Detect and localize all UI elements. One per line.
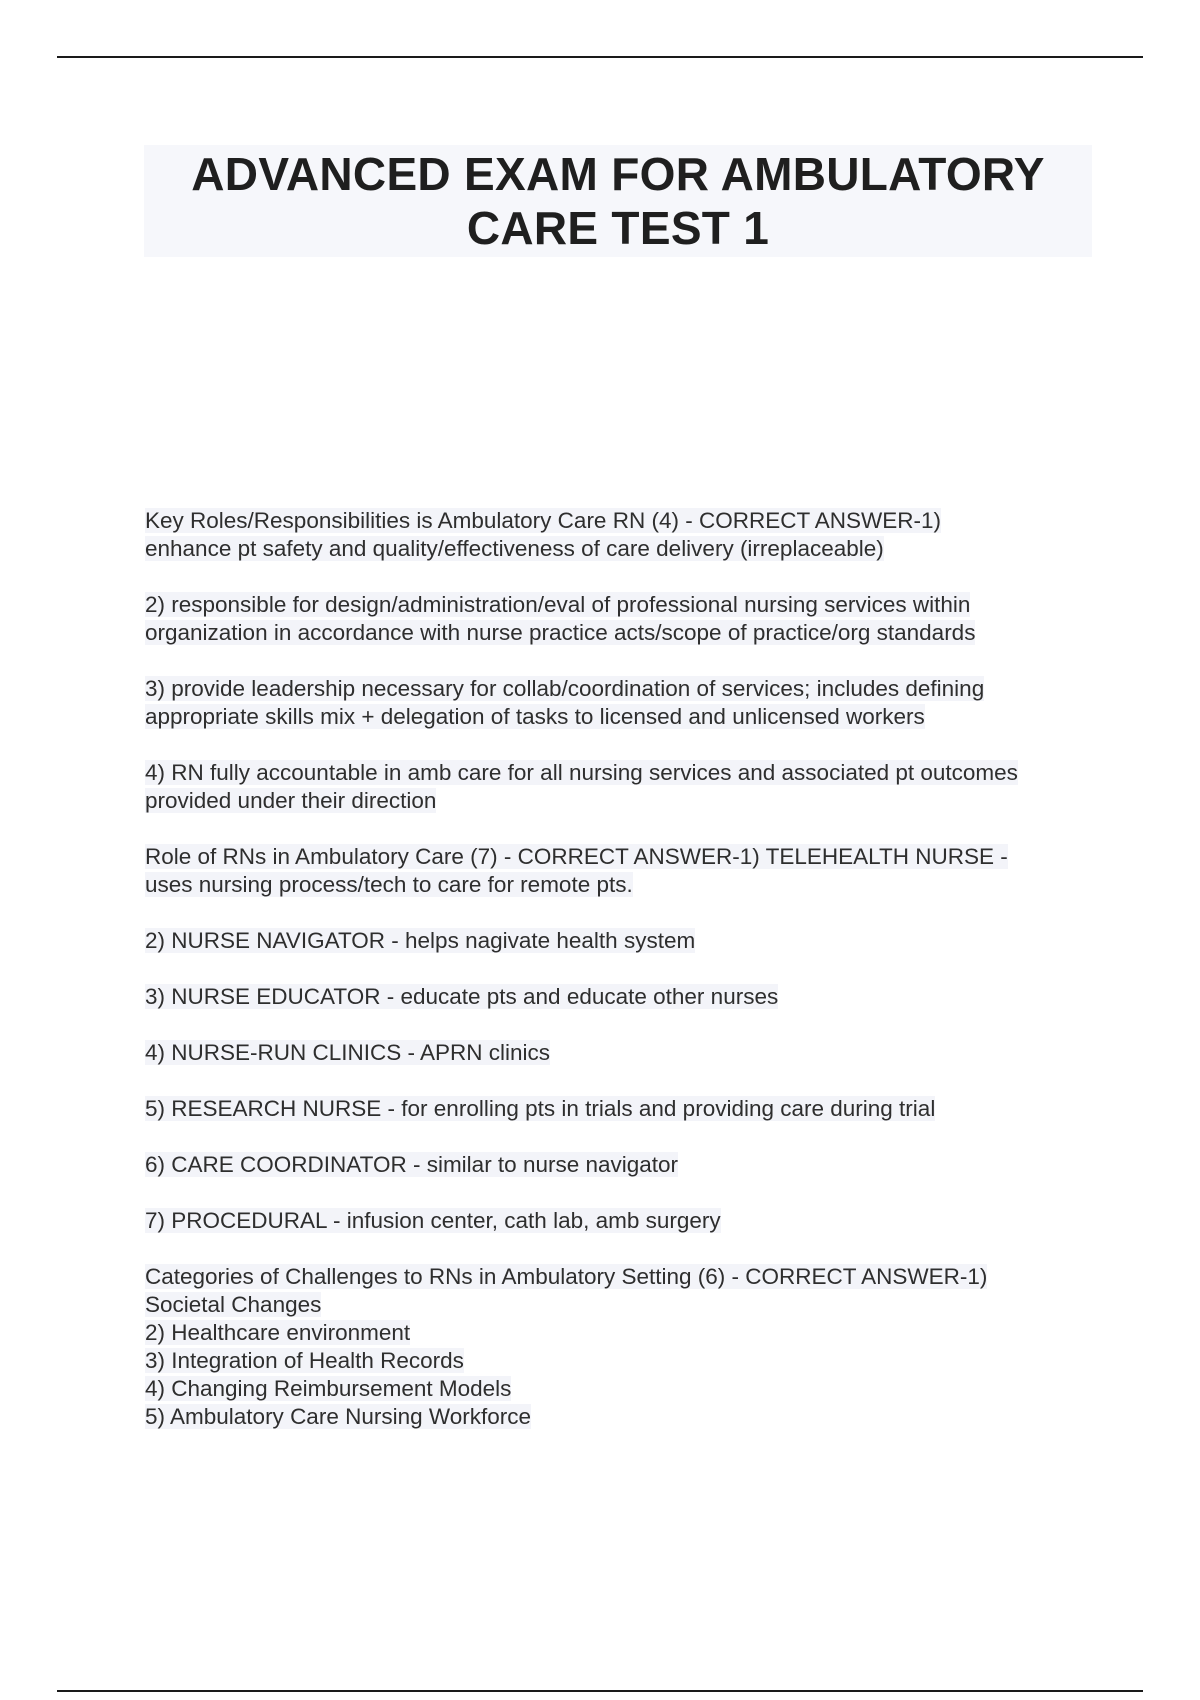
text-line: 4) Changing Reimbursement Models [145,1376,512,1401]
paragraph [145,1151,1095,1179]
paragraph [145,1095,1095,1123]
text-line: 4) NURSE-RUN CLINICS - APRN clinics [145,1040,551,1065]
text-line: 3) provide leadership necessary for collab/coordination of services; includes defining [145,676,985,701]
paragraph [145,1207,1095,1235]
text-line: Key Roles/Responsibilities is Ambulatory Care RN (4) - CORRECT ANSWER-1) [145,508,942,533]
title-line-2: CARE TEST 1 [466,202,770,254]
text-line: 6) CARE COORDINATOR - similar to nurse navigator [145,1152,679,1177]
text-line: 4) RN fully accountable in amb care for all nursing services and associated pt outcomes [145,760,1018,785]
text-line: 5) Ambulatory Care Nursing Workforce [145,1404,531,1429]
paragraph [145,1039,1095,1067]
text-line: organization in accordance with nurse practice acts/scope of practice/org standards [145,620,976,645]
text-line: 7) PROCEDURAL - infusion center, cath lab, amb surgery [145,1208,721,1233]
document-body [145,507,1095,1459]
text-line: 2) NURSE NAVIGATOR - helps nagivate health system [145,928,696,953]
text-line: Categories of Challenges to RNs in Ambulatory Setting (6) - CORRECT ANSWER-1) [145,1264,988,1289]
text-line: enhance pt safety and quality/effectiveness of care delivery (irreplaceable) [145,536,884,561]
paragraph [145,983,1095,1011]
paragraph [145,759,1095,815]
text-line: 2) Healthcare environment [145,1320,411,1345]
text-line: 5) RESEARCH NURSE - for enrolling pts in trials and providing care during trial [145,1096,936,1121]
bottom-rule [57,1690,1143,1692]
text-line: 2) responsible for design/administration/eval of professional nursing services within [145,592,971,617]
text-line: 3) Integration of Health Records [145,1348,464,1373]
paragraph [145,507,1095,563]
title-line-1: ADVANCED EXAM FOR AMBULATORY [191,148,1045,200]
text-line: uses nursing process/tech to care for remote pts. [145,872,633,897]
text-line: 3) NURSE EDUCATOR - educate pts and educate other nurses [145,984,779,1009]
text-line: Societal Changes [145,1292,322,1317]
paragraph [145,1263,1095,1431]
title-banner [144,145,1092,257]
paragraph [145,675,1095,731]
paragraph [145,843,1095,899]
paragraph [145,591,1095,647]
paragraph [145,927,1095,955]
text-line: Role of RNs in Ambulatory Care (7) - CORRECT ANSWER-1) TELEHEALTH NURSE - [145,844,1008,869]
text-line: provided under their direction [145,788,437,813]
top-rule [57,56,1143,58]
text-line: appropriate skills mix + delegation of tasks to licensed and unlicensed workers [145,704,925,729]
